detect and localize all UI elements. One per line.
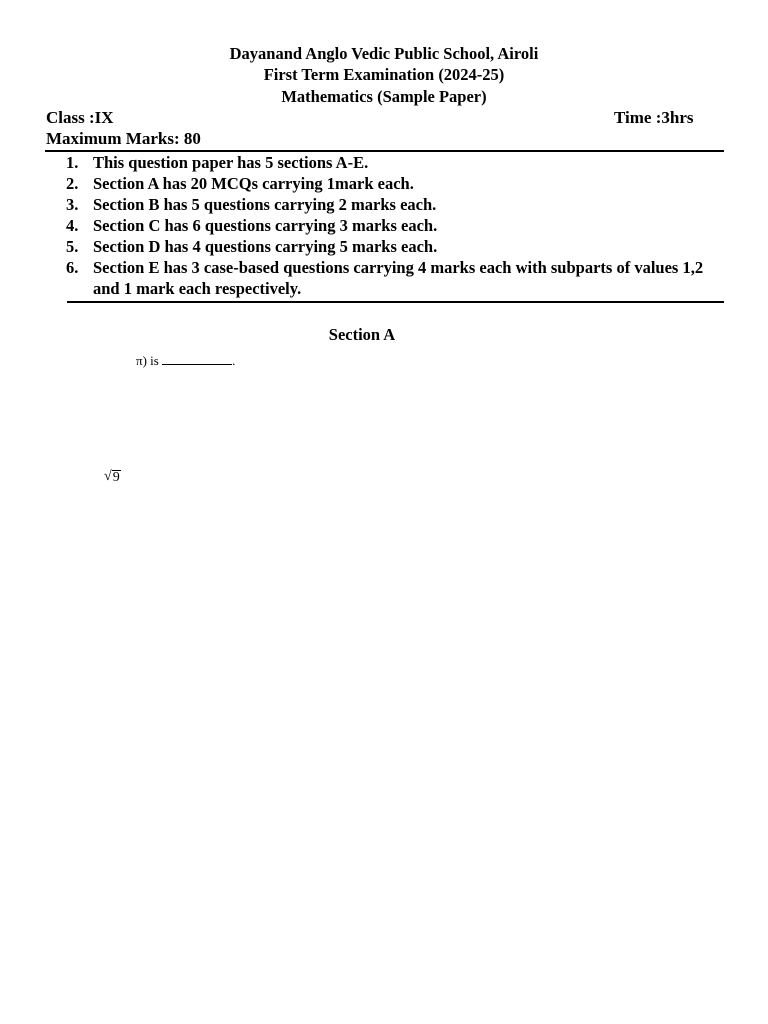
- instruction-text: Section C has 6 questions carrying 3 marks each.: [93, 216, 438, 235]
- instruction-number: 4.: [66, 216, 79, 235]
- section-a-title: Section A: [328, 325, 396, 344]
- instruction-number: 3.: [66, 195, 79, 214]
- instructions-list: [66, 152, 706, 299]
- sqrt-expression: [104, 469, 121, 485]
- instruction-item: [66, 215, 706, 236]
- instruction-number: 1.: [66, 153, 79, 172]
- instruction-text: Section E has 3 case-based questions carrying 4 marks each with subparts of values 1,2 and 1 mark each respectively.: [93, 258, 704, 298]
- instruction-number: 5.: [66, 237, 79, 256]
- sqrt-radicand: 9: [112, 470, 120, 485]
- instruction-item: [66, 152, 706, 173]
- fragment-prefix: π) is: [136, 353, 159, 368]
- class-label: Class :IX: [46, 108, 114, 127]
- instruction-item: [66, 236, 706, 257]
- answer-blank: [162, 353, 232, 365]
- instruction-text: Section D has 4 questions carrying 5 marks each.: [93, 237, 438, 256]
- max-marks-label: Maximum Marks: 80: [46, 129, 201, 148]
- instruction-text: Section A has 20 MCQs carrying 1mark each.: [93, 174, 414, 193]
- question-fragment: [136, 353, 235, 369]
- exam-title: First Term Examination (2024-25): [263, 65, 505, 84]
- bottom-divider: [67, 301, 724, 303]
- instruction-number: 6.: [66, 258, 79, 277]
- school-name: Dayanand Anglo Vedic Public School, Airoli: [229, 44, 539, 63]
- fragment-suffix: .: [232, 353, 236, 368]
- sqrt-icon: √: [104, 469, 112, 484]
- instruction-item: [66, 257, 706, 299]
- time-label: Time :3hrs: [614, 108, 694, 127]
- subject-title: Mathematics (Sample Paper): [281, 87, 487, 106]
- instruction-text: Section B has 5 questions carrying 2 marks each.: [93, 195, 437, 214]
- instruction-text: This question paper has 5 sections A-E.: [93, 153, 369, 172]
- instruction-item: [66, 173, 706, 194]
- instruction-number: 2.: [66, 174, 79, 193]
- instruction-item: [66, 194, 706, 215]
